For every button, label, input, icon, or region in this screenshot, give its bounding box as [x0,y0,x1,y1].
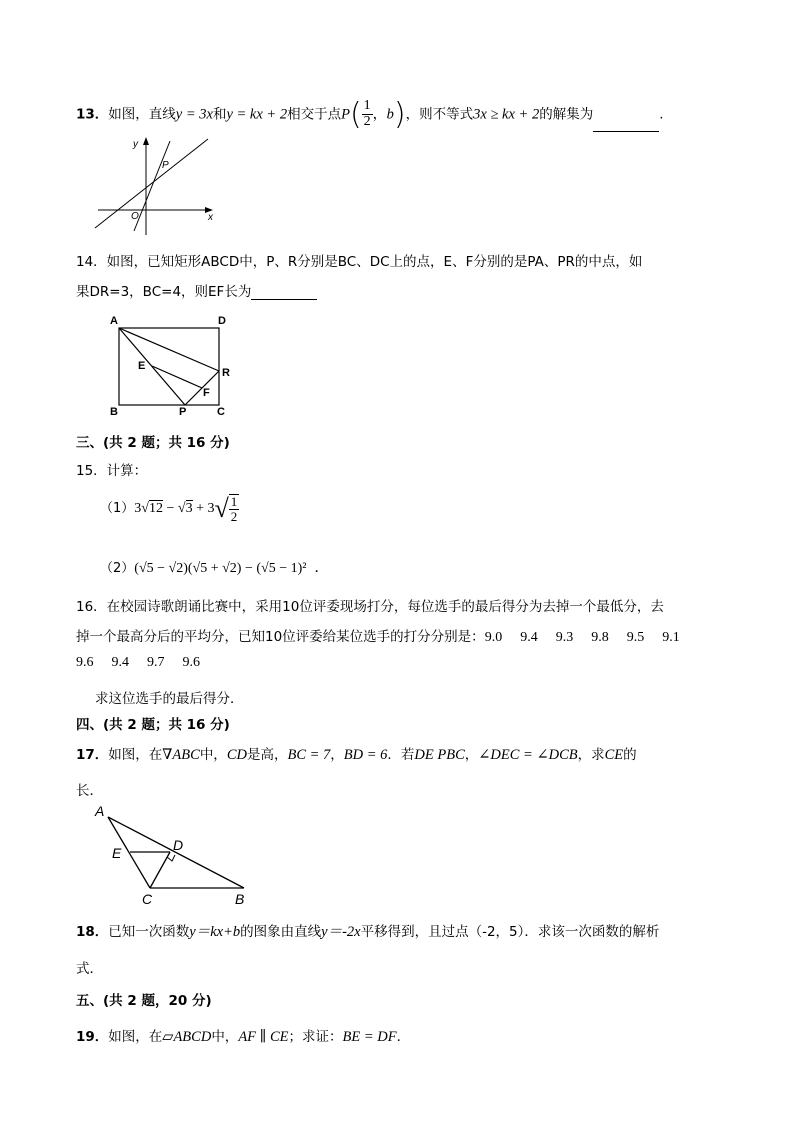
label-b: B [235,891,245,907]
q19-equation: BE = DF [342,1029,397,1045]
label-e: E [138,360,146,372]
q17-sep2: ， [464,747,479,763]
q17-number: 17． [76,747,109,763]
q15-p1-rad3: 3 [185,501,193,517]
q13-and: 和 [212,106,227,123]
q13-text-b: 相交于点 [287,106,342,123]
sqrt-icon: √ [141,501,149,517]
q17-t5: ，求 [577,747,605,763]
q14-answer-blank[interactable] [251,285,317,300]
q18-line2: 式． [76,961,103,977]
label-r: R [222,367,230,379]
q17-parallel: DE PBC [414,747,465,763]
q19-parallelogram: ▱ABCD [162,1029,212,1045]
line-y-3x [134,141,170,231]
q16-score-8: 9.4 [111,655,129,670]
q16-score-10: 9.6 [182,655,200,670]
label-a: A [95,803,105,819]
q19-t3: ；求证： [288,1029,343,1045]
line-kx-plus-2 [95,139,208,228]
label-p: P [179,406,187,418]
q13-number: 13． [76,106,109,123]
q14-line1: 14．如图，已知矩形ABCD中，P、R分别是BC、DC上的点，E、F分别的是PA、PR的中点，如 [76,254,643,270]
q17-line2: 长． [76,783,103,799]
graph-y-label: y [133,139,138,150]
section-4-heading: 四、(共 2 题；共 16 分) [76,717,230,733]
q16-score-2: 9.4 [520,630,538,645]
q13-text-d: 的解集为 [539,106,594,123]
q16-score-9: 9.7 [147,655,165,670]
q15-p1-minus: − [162,501,178,517]
q16-score-6: 9.1 [662,630,680,645]
q14-line2 [76,280,317,300]
q18-line1 [76,920,659,941]
q16-line1: 16．在校园诗歌朗诵比赛中，采用10位评委现场打分，每位选手的最后得分为去掉一个最低分，去 [76,599,664,615]
q17-angle-eq: ∠DEC = ∠DCB [478,747,578,763]
q16-line3 [76,655,200,671]
section-5-heading: 五、(共 2 题，20 分) [76,993,212,1009]
q18-t2: 的图象由直线 [240,924,322,940]
q16-score-4: 9.8 [591,630,609,645]
q17-t2: 中， [199,747,227,763]
graph-x-label: x [208,212,213,223]
q19-end: ． [396,1029,411,1045]
q13-answer-blank[interactable] [593,117,659,132]
q17-t1: 如图，在 [108,747,163,763]
q16-score-7: 9.6 [76,655,94,670]
q15-p1-label: （1） [100,501,135,517]
graph-point-p-label: P [162,160,169,171]
q13-graph [90,133,220,238]
sqrt-icon: √ [214,494,229,523]
q16-score-5: 9.5 [626,630,645,645]
q17-ce: CE [604,747,624,763]
q17-bc: BC = 7 [287,747,331,763]
q17-t3: 是高， [246,747,288,763]
q13-line1-eq: y = 3x [175,106,213,123]
q18-t1: 已知一次函数 [108,924,190,940]
q18-t3: 平移得到，且过点（-2，5）．求该一次函数的解析 [360,924,660,940]
q16-score-1: 9.0 [484,630,503,645]
q13-text-a: 如图，直线 [108,106,176,123]
label-d: D [218,315,226,327]
q16-score-3: 9.3 [555,630,574,645]
q16-line4: 求这位选手的最后得分． [95,691,244,707]
q13-point: P [341,106,350,123]
q17-bd: BD = 6 [343,747,388,763]
q15-title: 15．计算： [76,463,148,479]
q14-rectangle-diagram [104,313,239,419]
label-f: F [203,387,210,399]
section-3-heading: 三、(共 2 题；共 16 分) [76,435,230,451]
q15-p1-coef: 3 [134,501,142,517]
q17-line1 [76,743,637,764]
label-e: E [112,845,122,861]
q13-text-c: ，则不等式 [405,106,474,123]
q16-line2-text: 掉一个最高分后的平均分，已知10位评委给某位选手的打分分别是： [76,629,485,645]
segment-ef [152,366,202,388]
q16-line2 [76,625,680,646]
q13-line2-eq: y = kx + 2 [226,106,288,123]
q15-part2 [100,557,328,577]
q17-t6: 的 [623,747,637,763]
q15-part1 [100,494,239,524]
q18-line: y＝-2x [321,924,361,940]
q19-af-parallel-ce: AF ∥ CE [238,1029,289,1045]
q14-line2-text: 果DR=3，BC=4，则EF长为 [76,284,252,300]
q15-p2-expression: (√5 − √2)(√5 + √2) − (√5 − 1)² [134,561,307,576]
q17-sep: ， [330,747,344,763]
q13-point-coords: ( $\frac{1}{2}$ ，b) [349,97,406,132]
q13-fraction: $\frac{1}{2}$ [363,98,371,129]
q13-b: b [386,106,394,123]
sqrt-icon: √ [177,501,186,517]
label-a: A [110,315,118,327]
q18-number: 18． [76,924,109,940]
label-c: C [142,891,153,907]
q17-triangle: ∇ABC [162,747,200,763]
q17-cd: CD [226,747,247,763]
y-axis-arrow-icon [143,137,149,145]
q19-line [76,1025,410,1046]
q17-triangle-diagram [90,800,260,910]
q15-p1-plus: + 3 [192,501,215,517]
label-c: C [217,406,225,418]
q18-function: y＝kx+b [189,924,241,940]
graph-origin-label: O [131,211,139,222]
q15-p2-end: ． [314,561,329,576]
q19-t1: 如图，在 [108,1029,163,1045]
q15-p2-label: （2） [100,561,135,576]
q15-p1-rad12: 12 [148,501,163,517]
label-d: D [173,837,184,853]
label-b: B [110,406,118,418]
q19-t2: 中， [211,1029,239,1045]
q17-t4: ．若 [387,747,415,763]
q13-line [76,97,664,132]
q13-inequality: 3x ≥ kx + 2 [473,106,540,123]
q13-end: . [659,106,664,123]
q19-number: 19． [76,1029,109,1045]
segment-ar [119,328,219,371]
q15-p1-fraction: $\frac{1}{2}$ [230,494,238,524]
